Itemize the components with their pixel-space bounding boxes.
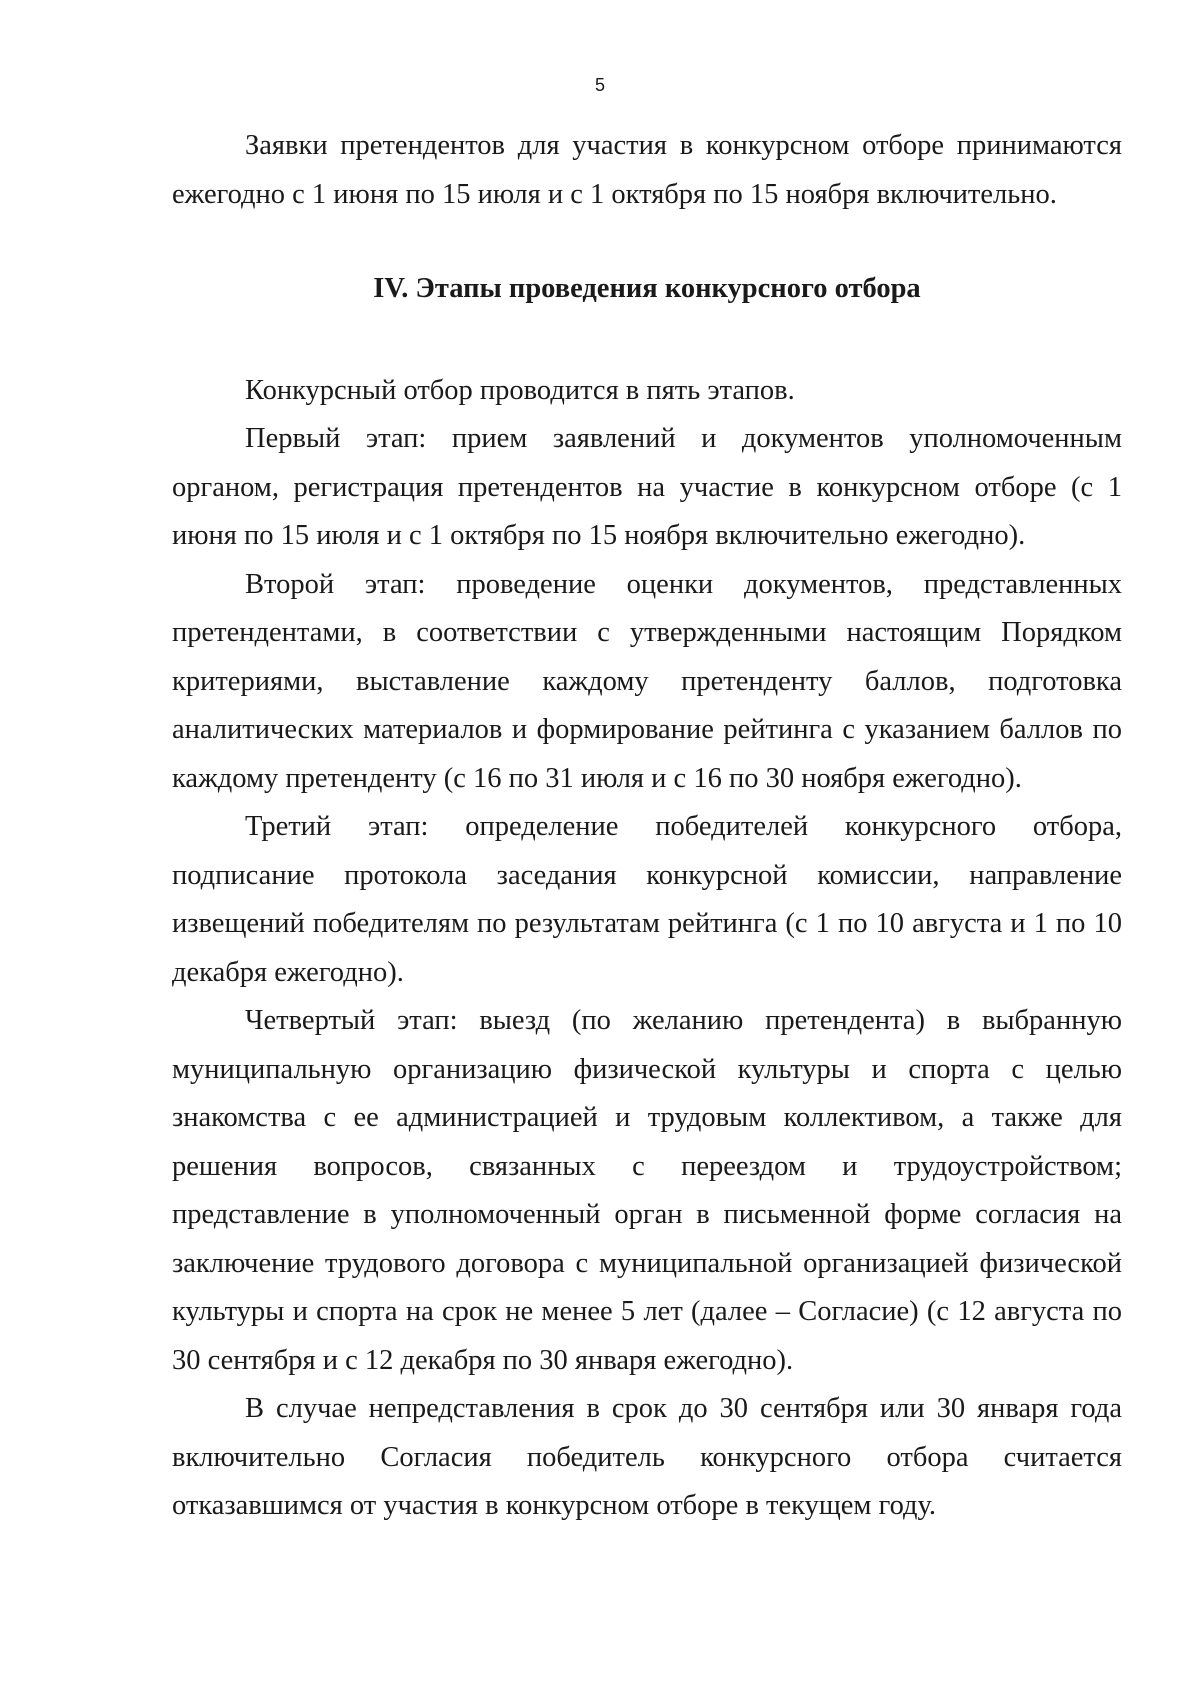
paragraph-stage-4: Четвертый этап: выезд (по желанию претендента) в выбранную муниципальную организацию физической культуры и спорта с целью знакомства с ее администрацией и трудовым коллективом, а также для решения вопросов, связанных с переездом и трудоустройством; представление в уполномоченный орган в письменной форме согласия на заключение трудового договора с муниципальной организацией физической культуры и спорта на срок не менее 5 лет (далее – Согласие) (с 12 августа по 30 сентября и с 12 декабря по 30 января ежегодно). xyxy=(172,1005,1122,1376)
paragraph-stage-2: Второй этап: проведение оценки документов, представленных претендентами, в соответствии с утвержденными настоящим Порядком критериями, выставление каждому претенденту баллов, подготовка аналитических материалов и формирование рейтинга с указанием баллов по каждому претенденту (с 16 по 31 июля и с 16 по 30 ноября ежегодно). xyxy=(172,568,1122,794)
paragraph-stage-3: Третий этап: определение победителей конкурсного отбора, подписание протокола заседания конкурсной комиссии, направление извещений победителям по результатам рейтинга (с 1 по 10 августа и 1 по 10 декабря ежегодно). xyxy=(172,811,1122,988)
page-number: 5 xyxy=(594,75,605,95)
section-heading: IV. Этапы проведения конкурсного отбора xyxy=(373,273,921,304)
paragraph-stage-1: Первый этап: прием заявлений и документов уполномоченным органом, регистрация претендентов на участие в конкурсном отборе (с 1 июня по 15 июля и с 1 октября по 15 ноября включительно ежегодно). xyxy=(172,423,1122,551)
document-body xyxy=(172,122,1122,1531)
paragraph-stages-count: Конкурсный отбор проводится в пять этапов. xyxy=(245,374,795,406)
paragraph-refusal: В случае непредставления в срок до 30 сентября или 30 января года включительно Согласия победитель конкурсного отбора считается отказавшимся от участия в конкурсном отборе в текущем году. xyxy=(172,1393,1122,1521)
intro-paragraph: Заявки претендентов для участия в конкурсном отборе принимаются ежегодно с 1 июня по 15 июля и с 1 октября по 15 ноября включительно. xyxy=(172,130,1122,210)
